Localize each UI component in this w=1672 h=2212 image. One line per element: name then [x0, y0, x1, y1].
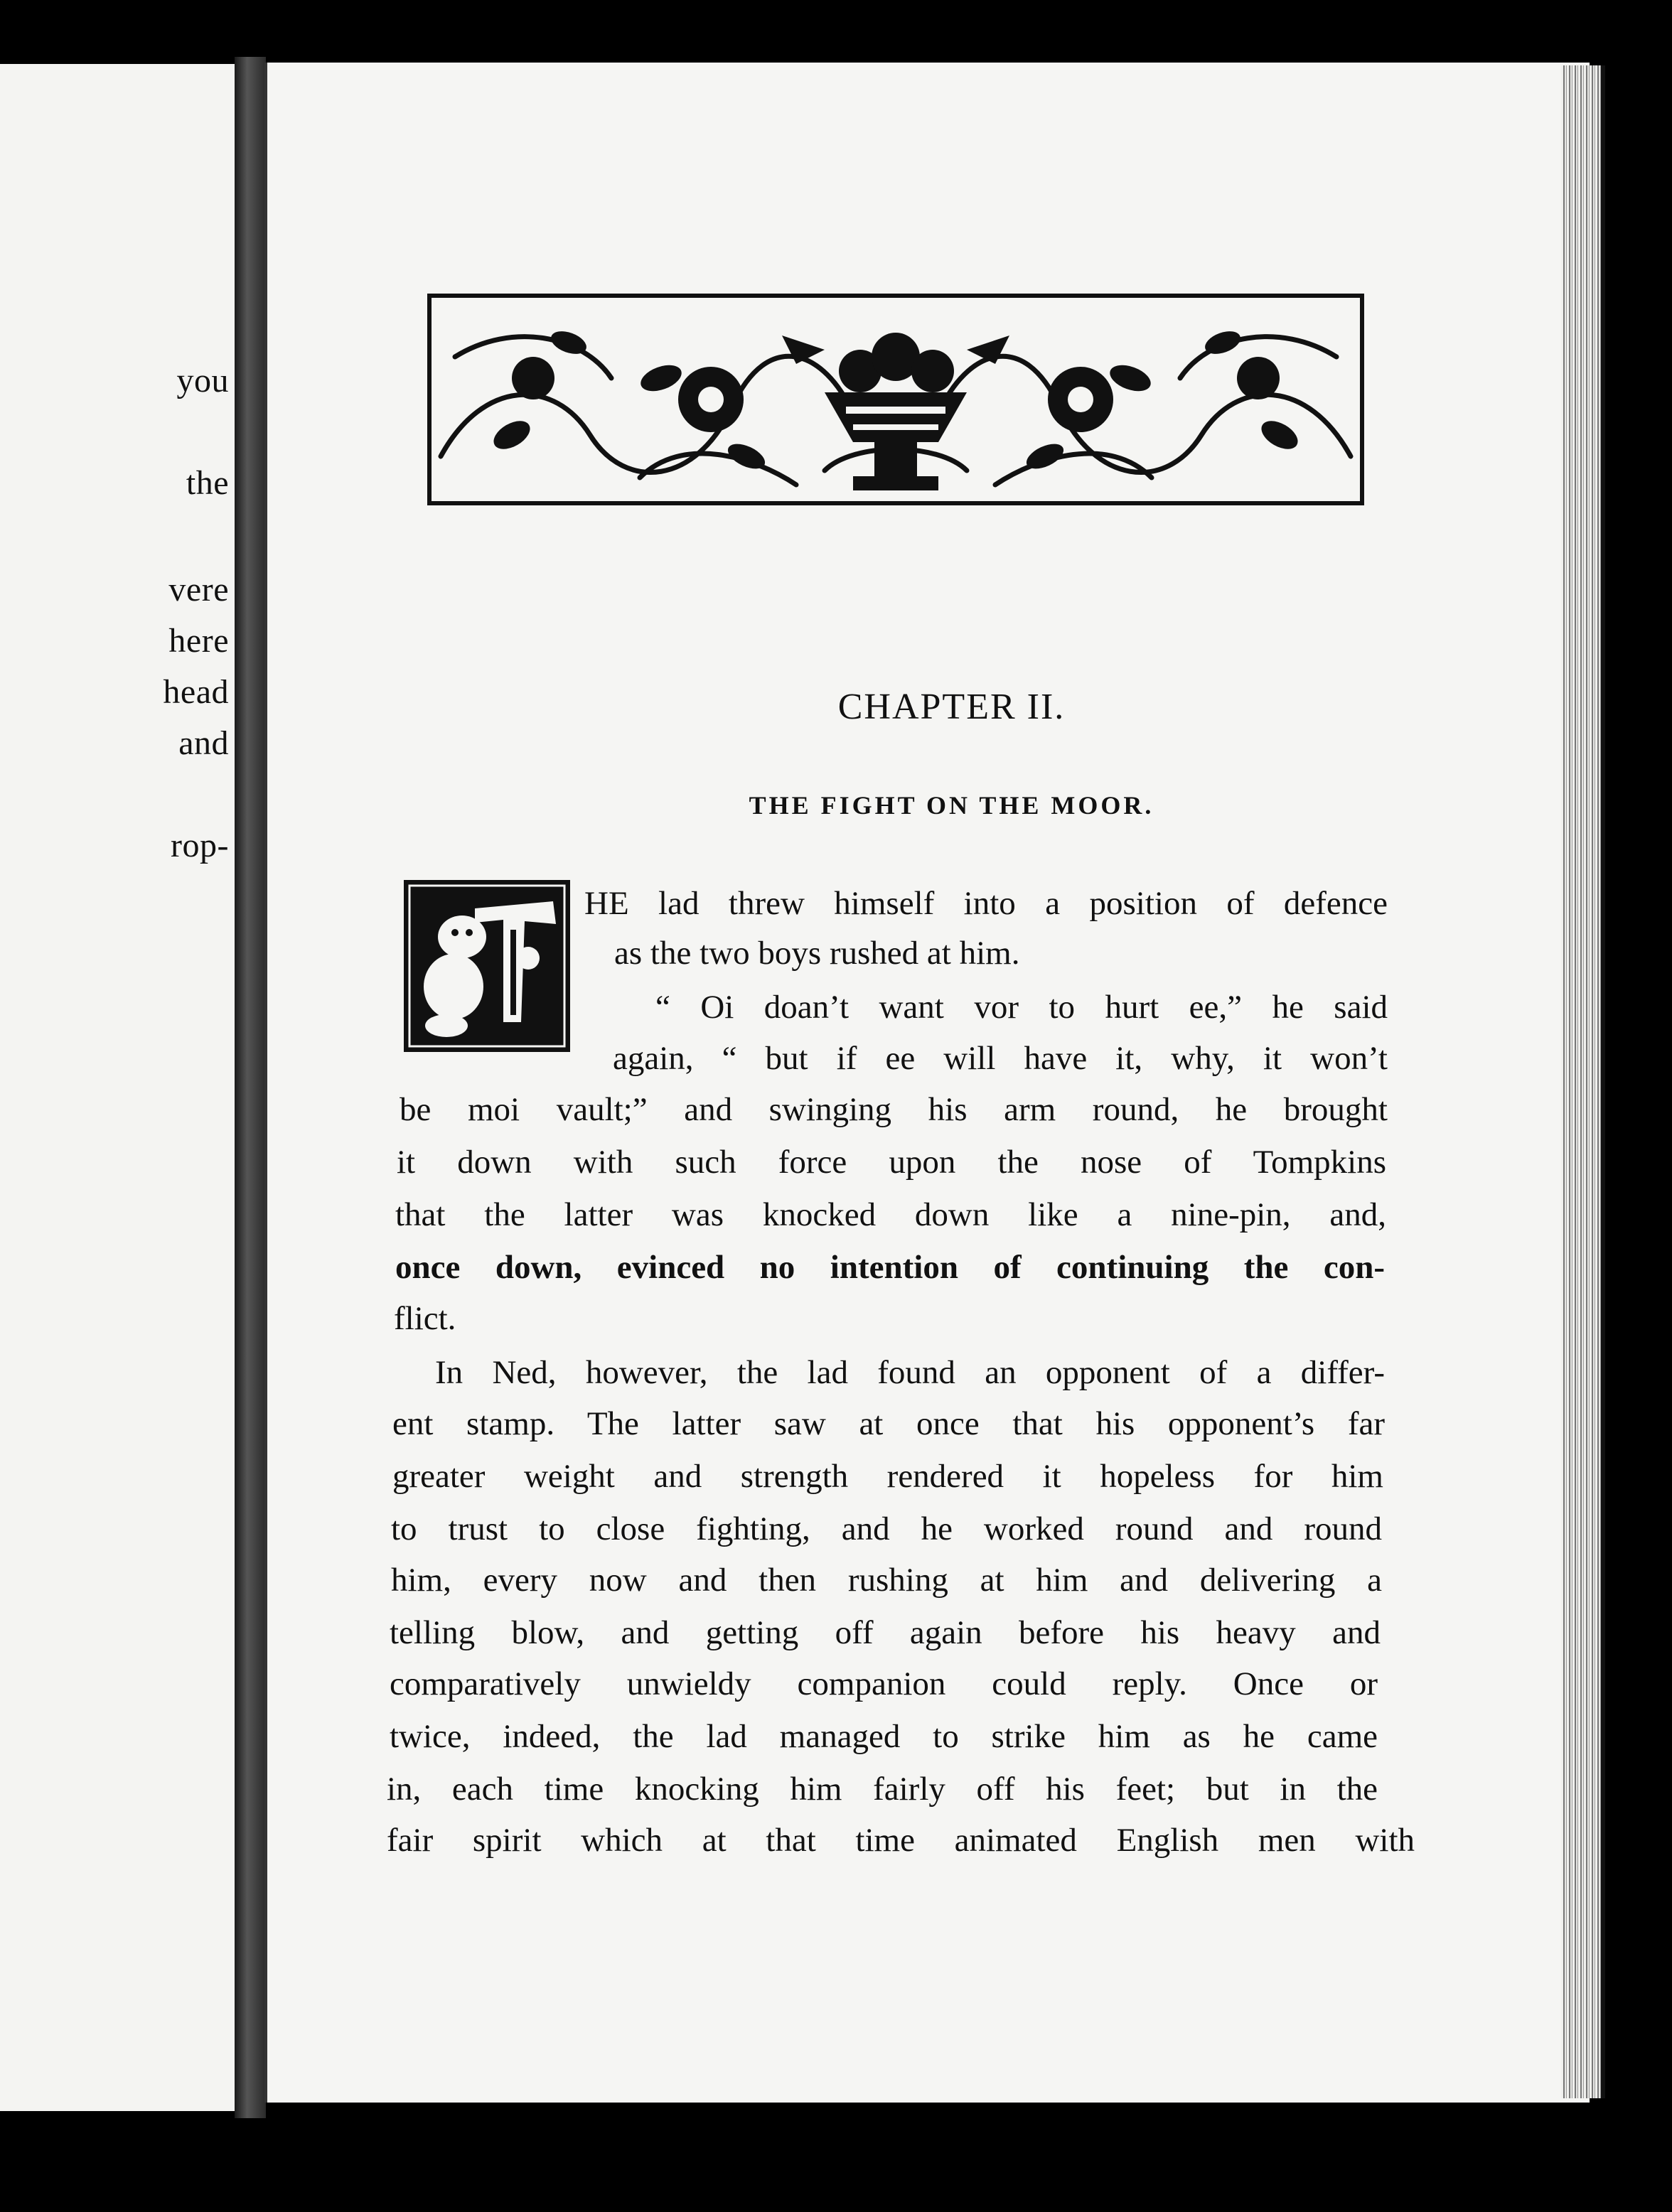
body-line: in, each time knocking him fairly off his feet; but in the [387, 1771, 1378, 1808]
body-line: to trust to close fighting, and he worked round and round [391, 1510, 1382, 1547]
left-page-line: here [168, 622, 229, 660]
body-line: ent stamp. The latter saw at once that his opponent’s far [392, 1405, 1385, 1442]
body-line: comparatively unwieldy companion could reply. Once or [390, 1665, 1378, 1702]
chapter-subtitle: THE FIGHT ON THE MOOR. [749, 791, 1154, 820]
body-line: be moi vault;” and swinging his arm round, he brought [400, 1091, 1388, 1128]
body-line: twice, indeed, the lad managed to strike him as he came [390, 1718, 1378, 1755]
drop-cap-t-icon [404, 880, 570, 1052]
body-line: fair spirit which at that time animated English men with [387, 1822, 1415, 1859]
left-page-line: you [176, 362, 229, 399]
body-line: In Ned, however, the lad found an opponent of a differ- [435, 1354, 1385, 1391]
body-line: HE lad threw himself into a position of defence [584, 885, 1388, 922]
left-page-line: rop- [171, 827, 229, 864]
body-line: once down, evinced no intention of continuing the con- [395, 1249, 1385, 1286]
body-line: him, every now and then rushing at him and delivering a [391, 1562, 1382, 1599]
left-page [0, 64, 237, 2111]
body-line: as the two boys rushed at him. [614, 935, 1020, 972]
body-line: telling blow, and getting off again before his heavy and [390, 1614, 1381, 1651]
page-edge [1561, 65, 1605, 2098]
body-line: again, “ but if ee will have it, why, it won’t [613, 1040, 1388, 1077]
chapter-title: CHAPTER II. [837, 687, 1066, 727]
body-line: greater weight and strength rendered it hopeless for him [392, 1458, 1383, 1495]
body-line: “ Oi doan’t want vor to hurt ee,” he said [655, 989, 1388, 1026]
left-page-line: the [186, 464, 229, 502]
body-line: flict. [394, 1300, 456, 1337]
left-page-line: and [178, 724, 229, 762]
left-page-line: vere [168, 571, 229, 608]
floral-headpiece-icon [427, 293, 1365, 506]
body-line: it down with such force upon the nose of Tompkins [397, 1144, 1386, 1181]
body-line: that the latter was knocked down like a nine-pin, and, [395, 1196, 1386, 1233]
book-gutter [235, 57, 266, 2118]
left-page-line: head [163, 673, 229, 711]
